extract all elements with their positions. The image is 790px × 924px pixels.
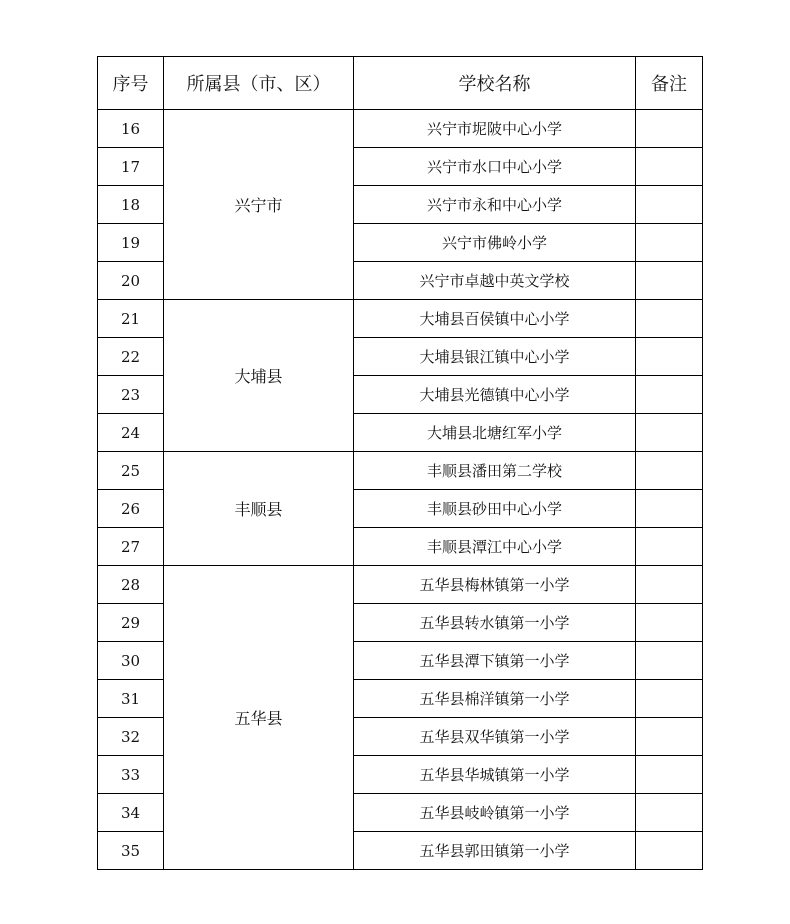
- table-row: [98, 452, 703, 490]
- row-index: 29: [98, 604, 164, 642]
- row-index: 19: [98, 224, 164, 262]
- row-index: 18: [98, 186, 164, 224]
- school-name: 丰顺县砂田中心小学: [354, 490, 636, 528]
- row-index: 35: [98, 832, 164, 870]
- county-cell: 大埔县: [164, 300, 354, 452]
- school-name: 兴宁市佛岭小学: [354, 224, 636, 262]
- row-index: 32: [98, 718, 164, 756]
- school-name: 大埔县百侯镇中心小学: [354, 300, 636, 338]
- table-row: [98, 566, 703, 604]
- row-index: 25: [98, 452, 164, 490]
- school-name: 大埔县北塘红军小学: [354, 414, 636, 452]
- row-index: 30: [98, 642, 164, 680]
- note-cell: [636, 718, 703, 756]
- note-cell: [636, 566, 703, 604]
- header-school: 学校名称: [354, 57, 636, 110]
- note-cell: [636, 528, 703, 566]
- note-cell: [636, 604, 703, 642]
- table-body: [98, 110, 703, 870]
- note-cell: [636, 642, 703, 680]
- note-cell: [636, 110, 703, 148]
- row-index: 31: [98, 680, 164, 718]
- note-cell: [636, 186, 703, 224]
- row-index: 28: [98, 566, 164, 604]
- school-name: 五华县华城镇第一小学: [354, 756, 636, 794]
- note-cell: [636, 376, 703, 414]
- note-cell: [636, 490, 703, 528]
- row-index: 23: [98, 376, 164, 414]
- county-cell: 丰顺县: [164, 452, 354, 566]
- school-name: 五华县潭下镇第一小学: [354, 642, 636, 680]
- school-name: 兴宁市卓越中英文学校: [354, 262, 636, 300]
- school-name: 五华县棉洋镇第一小学: [354, 680, 636, 718]
- table-header: [98, 57, 703, 110]
- school-name: 大埔县光德镇中心小学: [354, 376, 636, 414]
- school-name: 大埔县银江镇中心小学: [354, 338, 636, 376]
- note-cell: [636, 262, 703, 300]
- note-cell: [636, 338, 703, 376]
- county-cell: 五华县: [164, 566, 354, 870]
- school-name: 五华县岐岭镇第一小学: [354, 794, 636, 832]
- note-cell: [636, 832, 703, 870]
- row-index: 26: [98, 490, 164, 528]
- row-index: 22: [98, 338, 164, 376]
- row-index: 34: [98, 794, 164, 832]
- header-county: 所属县（市、区）: [164, 57, 354, 110]
- note-cell: [636, 224, 703, 262]
- row-index: 27: [98, 528, 164, 566]
- school-name: 兴宁市坭陂中心小学: [354, 110, 636, 148]
- school-name: 丰顺县潘田第二学校: [354, 452, 636, 490]
- school-name: 兴宁市永和中心小学: [354, 186, 636, 224]
- note-cell: [636, 756, 703, 794]
- school-roster-table: [97, 56, 703, 870]
- row-index: 20: [98, 262, 164, 300]
- row-index: 17: [98, 148, 164, 186]
- note-cell: [636, 680, 703, 718]
- note-cell: [636, 300, 703, 338]
- school-name: 五华县转水镇第一小学: [354, 604, 636, 642]
- school-name: 丰顺县潭江中心小学: [354, 528, 636, 566]
- row-index: 33: [98, 756, 164, 794]
- note-cell: [636, 148, 703, 186]
- note-cell: [636, 452, 703, 490]
- table-row: [98, 300, 703, 338]
- school-name: 兴宁市水口中心小学: [354, 148, 636, 186]
- header-row: [98, 57, 703, 110]
- row-index: 24: [98, 414, 164, 452]
- header-index: 序号: [98, 57, 164, 110]
- header-note: 备注: [636, 57, 703, 110]
- school-name: 五华县双华镇第一小学: [354, 718, 636, 756]
- county-cell: 兴宁市: [164, 110, 354, 300]
- table-row: [98, 110, 703, 148]
- note-cell: [636, 794, 703, 832]
- school-name: 五华县郭田镇第一小学: [354, 832, 636, 870]
- school-name: 五华县梅林镇第一小学: [354, 566, 636, 604]
- row-index: 16: [98, 110, 164, 148]
- note-cell: [636, 414, 703, 452]
- row-index: 21: [98, 300, 164, 338]
